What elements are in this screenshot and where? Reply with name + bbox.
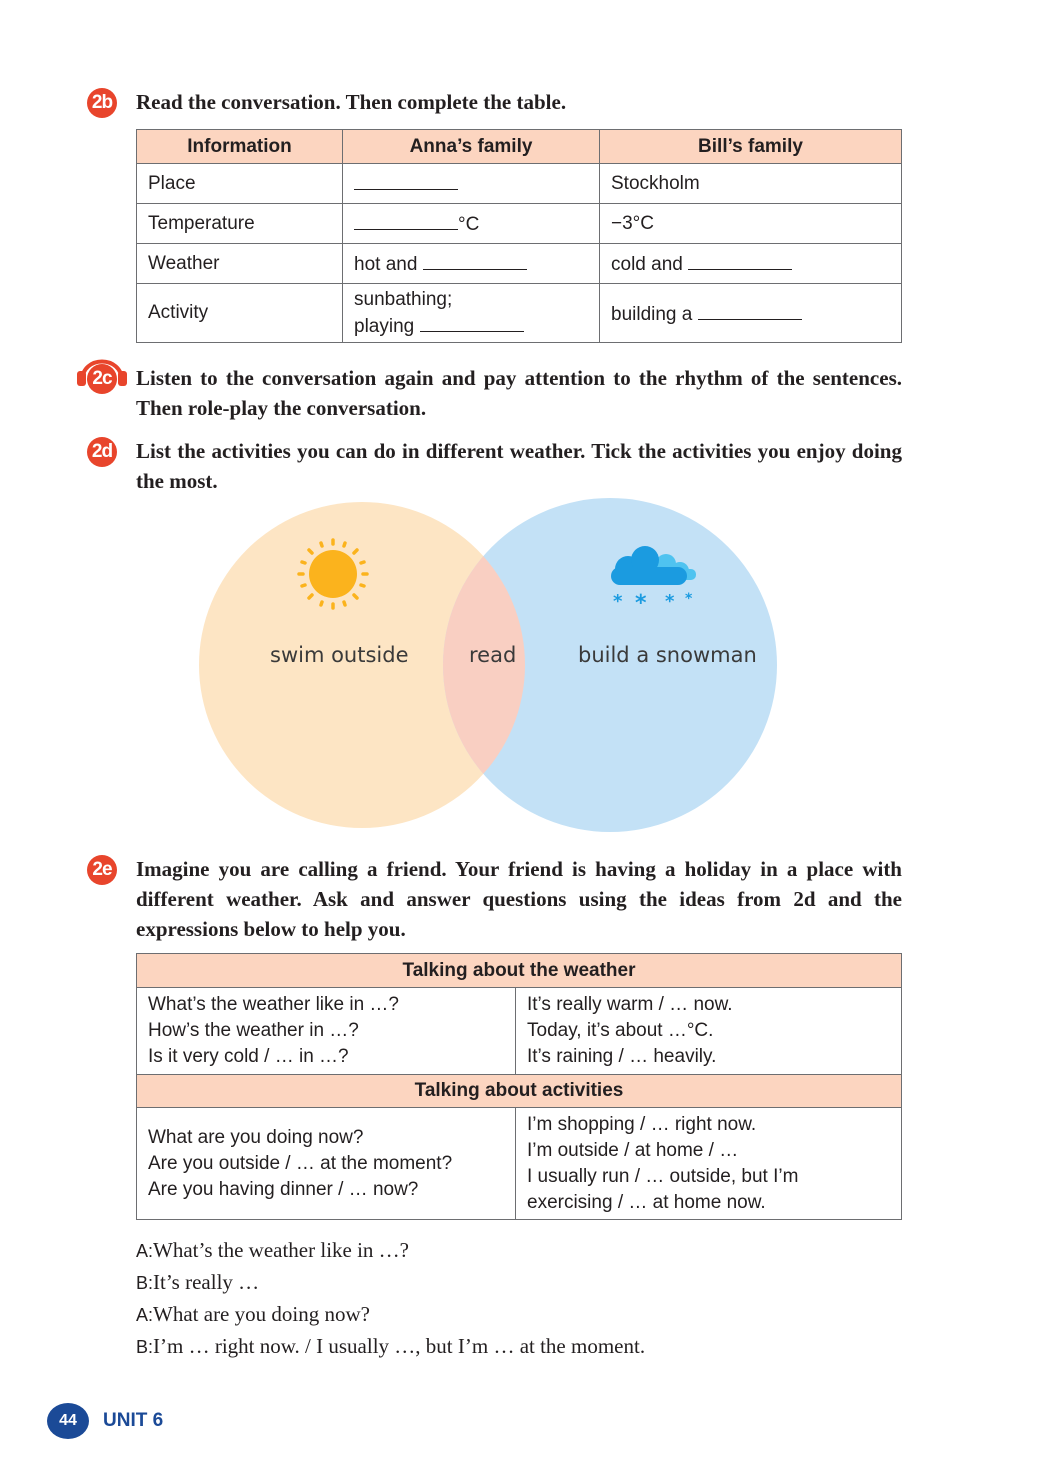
col-header-information: Information xyxy=(137,130,343,164)
expressions-table xyxy=(136,953,902,1220)
row-label: Place xyxy=(137,164,343,204)
dialogue-line xyxy=(136,1270,259,1295)
anna-text: sunbathing; xyxy=(354,288,453,310)
instruction-2e: Imagine you are calling a friend. Your friend is having a holiday in a place with different weather. Ask and answer questions using the ideas from 2d and the expressions below to help you. xyxy=(136,857,902,941)
row-label: Activity xyxy=(137,284,343,343)
expression: I’m shopping / … right now. xyxy=(527,1113,757,1135)
speaker-label: B: xyxy=(136,1337,154,1357)
anna-cell xyxy=(343,204,600,244)
weather-answers xyxy=(516,988,902,1075)
exercise-badge-2c: 2c xyxy=(87,364,117,394)
expression: What are you doing now? xyxy=(148,1126,364,1148)
exercise-badge-2d: 2d xyxy=(87,437,117,467)
bill-text: building a xyxy=(611,303,693,325)
expression: Are you outside / … at the moment? xyxy=(148,1152,453,1174)
answer-blank[interactable] xyxy=(420,313,524,332)
svg-text:*: * xyxy=(685,591,693,607)
table-row xyxy=(137,204,902,244)
col-header-bill: Bill’s family xyxy=(600,130,902,164)
expression: It’s raining / … heavily. xyxy=(527,1046,717,1067)
instruction-2b: Read the conversation. Then complete the table. xyxy=(136,90,567,114)
anna-cell xyxy=(343,284,600,343)
bill-cell: −3°C xyxy=(600,204,902,244)
answer-blank[interactable] xyxy=(354,171,458,190)
dialogue-text: I’m … right now. / I usually …, but I’m … at the moment. xyxy=(153,1334,646,1358)
speaker-label: A: xyxy=(136,1241,154,1261)
expression: I usually run / … outside, but I’m xyxy=(527,1165,799,1187)
exercise-badge-2e: 2e xyxy=(87,855,117,885)
speaker-label: A: xyxy=(136,1305,154,1325)
expression: Are you having dinner / … now? xyxy=(148,1178,419,1200)
instruction-2d: List the activities you can do in different weather. Tick the activities you enjoy doing the most. xyxy=(136,439,902,493)
anna-text: playing xyxy=(354,315,415,337)
info-table xyxy=(136,129,902,343)
speaker-label: B: xyxy=(136,1273,154,1293)
answer-blank[interactable] xyxy=(354,211,458,230)
expression: exercising / … at home now. xyxy=(527,1191,766,1213)
expression: How’s the weather in …? xyxy=(148,1020,359,1041)
col-header-anna: Anna’s family xyxy=(343,130,600,164)
dialogue-line xyxy=(136,1302,370,1327)
row-label: Temperature xyxy=(137,204,343,244)
answer-blank[interactable] xyxy=(688,251,792,270)
exercise-badge-2b: 2b xyxy=(87,88,117,118)
unit-suffix: °C xyxy=(458,214,480,235)
anna-text: hot and xyxy=(354,254,418,275)
activity-answers xyxy=(516,1108,902,1220)
activities-section-header: Talking about activities xyxy=(137,1075,902,1108)
bill-text: cold and xyxy=(611,254,683,275)
expression: It’s really warm / … now. xyxy=(527,994,733,1015)
weather-questions xyxy=(137,988,516,1075)
expression: I’m outside / at home / … xyxy=(527,1139,739,1161)
dialogue-text: It’s really … xyxy=(153,1270,260,1294)
dialogue-line xyxy=(136,1238,409,1263)
instruction-2c: Listen to the conversation again and pay attention to the rhythm of the sentences. Then role-play the conversation. xyxy=(136,366,902,420)
weather-section-header: Talking about the weather xyxy=(137,954,902,988)
svg-text:*: * xyxy=(613,591,623,612)
bill-cell: Stockholm xyxy=(600,164,902,204)
activity-questions xyxy=(137,1108,516,1220)
venn-label-cold: build a snowman xyxy=(578,643,757,667)
venn-label-both: read xyxy=(469,643,517,667)
sun-icon xyxy=(299,540,367,608)
row-label: Weather xyxy=(137,244,343,284)
table-row xyxy=(137,164,902,204)
bill-cell xyxy=(600,244,902,284)
anna-cell xyxy=(343,244,600,284)
dialogue-line xyxy=(136,1334,645,1359)
venn-label-warm: swim outside xyxy=(270,643,409,667)
expression: What’s the weather like in …? xyxy=(148,994,399,1015)
table-row xyxy=(137,244,902,284)
page-number: 44 xyxy=(47,1403,89,1439)
venn-diagram xyxy=(190,495,800,840)
expression: Is it very cold / … in …? xyxy=(148,1046,349,1067)
unit-label: UNIT 6 xyxy=(103,1410,164,1431)
table-row xyxy=(137,284,902,343)
dialogue-text: What are you doing now? xyxy=(153,1302,370,1326)
anna-cell xyxy=(343,164,600,204)
dialogue-text: What’s the weather like in …? xyxy=(153,1238,410,1262)
answer-blank[interactable] xyxy=(423,251,527,270)
expression: Today, it’s about …°C. xyxy=(527,1020,714,1041)
svg-text:*: * xyxy=(635,591,647,616)
answer-blank[interactable] xyxy=(698,301,802,320)
svg-text:*: * xyxy=(665,591,675,612)
bill-cell xyxy=(600,284,902,343)
